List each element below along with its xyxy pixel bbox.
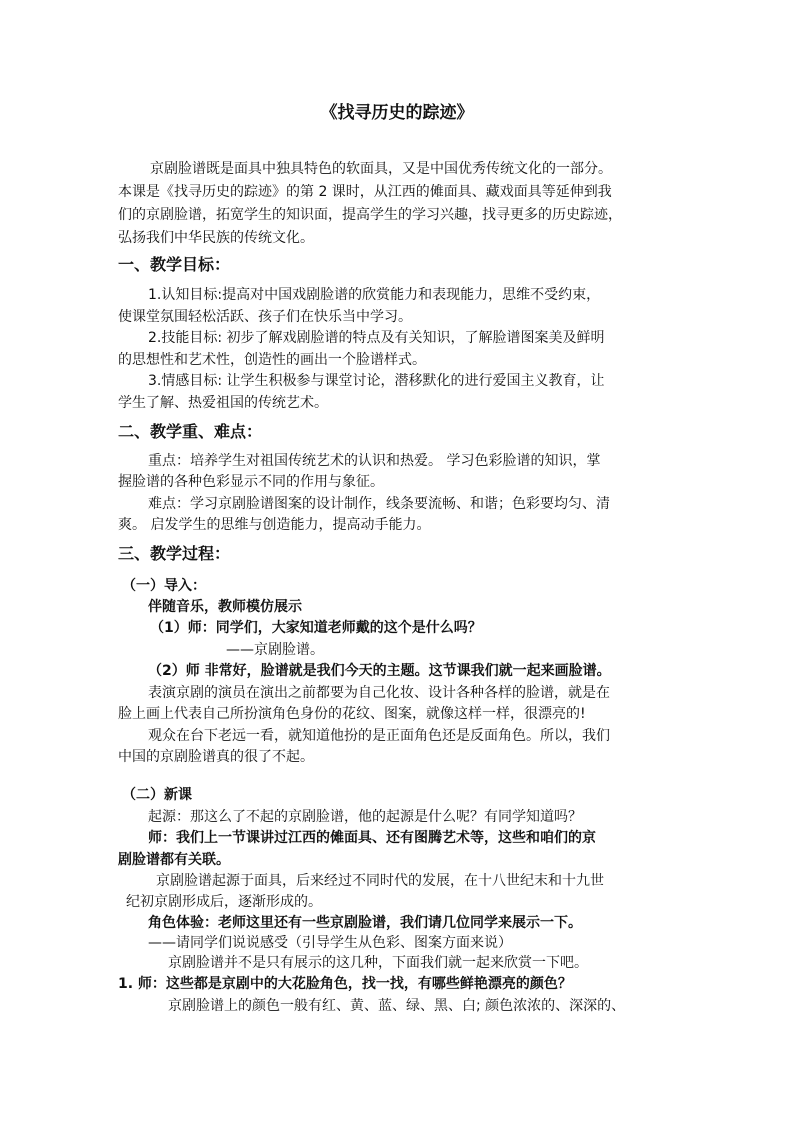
goal-line: 1.认知目标:提高对中国戏剧脸谱的欣赏能力和表现能力，思维不受约束， <box>148 287 601 303</box>
process-line: 京剧脸谱并不是只有展示的这几种，下面我们就一起来欣赏一下吧。 <box>168 955 588 971</box>
process-line: 观众在台下老远一看，就知道他扮的是正面角色还是反面角色。所以，我们 <box>148 728 610 744</box>
intro-line: 们的京剧脸谱，拓宽学生的知识面，提高学生的学习兴趣，找寻更多的历史踪迹， <box>118 207 622 223</box>
goal-line: 3.情感目标: 让学生积极参与课堂讨论，潜移默化的进行爱国主义教育，让 <box>148 373 605 389</box>
process-line: 京剧脸谱上的颜色一般有红、黄、蓝、绿、黑、白; 颜色浓浓的、深深的、 <box>168 998 626 1014</box>
key-point-line: 爽。 启发学生的思维与创造能力，提高动手能力。 <box>118 517 431 533</box>
key-point-line: 重点：培养学生对祖国传统艺术的认识和热爱。 学习色彩脸谱的知识，掌 <box>148 453 601 469</box>
intro-line: 弘扬我们中华民族的传统文化。 <box>118 230 314 246</box>
process-line: 中国的京剧脸谱真的很了不起。 <box>118 749 314 765</box>
intro-line: 本课是《找寻历史的踪迹》的第 2 课时，从江西的傩面具、藏戏面具等延伸到我 <box>118 184 612 200</box>
process-line: 表演京剧的演员在演出之前都要为自己化妆、设计各种各样的脸谱，就是在 <box>148 685 610 701</box>
process-line: （1）师：同学们，大家知道老师戴的这个是什么吗？ <box>150 620 482 636</box>
process-line: 师：我们上一节课讲过江西的傩面具、还有图腾艺术等，这些和咱们的京 <box>148 830 596 846</box>
process-line: 剧脸谱都有关联。 <box>118 852 230 868</box>
subsection-label-intro: （一）导入： <box>122 578 206 594</box>
intro-line: 京剧脸谱既是面具中独具特色的软面具，又是中国优秀传统文化的一部分。 <box>150 161 612 177</box>
section-heading-goals: 一、教学目标： <box>118 255 231 274</box>
process-line: （2）师 非常好，脸谱就是我们今天的主题。这节课我们就一起来画脸谱。 <box>148 663 611 679</box>
process-line: 伴随音乐，教师模仿展示 <box>148 599 302 615</box>
goal-line: 学生了解、热爱祖国的传统艺术。 <box>118 395 328 411</box>
goal-line: 2.技能目标: 初步了解戏剧脸谱的特点及有关知识，了解脸谱图案美及鲜明 <box>148 330 605 346</box>
process-line: 纪初京剧形成后，逐渐形成的。 <box>126 894 322 910</box>
process-line: 京剧脸谱起源于面具，后来经过不同时代的发展，在十八世纪末和十九世 <box>156 873 604 889</box>
process-line: ——请同学们说说感受（引导学生从色彩、图案方面来说） <box>148 935 512 951</box>
process-line: 起源：那这么了不起的京剧脸谱，他的起源是什么呢？有同学知道吗？ <box>148 809 582 825</box>
key-point-line: 难点：学习京剧脸谱图案的设计制作，线条要流畅、和谐；色彩要均匀、清 <box>148 496 610 512</box>
section-heading-key-points: 二、教学重、难点： <box>118 422 263 441</box>
key-point-line: 握脸谱的各种色彩显示不同的作用与象征。 <box>118 474 384 490</box>
process-line: 1. 师：这些都是京剧中的大花脸角色，找一找，有哪些鲜艳漂亮的颜色？ <box>118 976 572 992</box>
subsection-label-new-lesson: （二）新课 <box>122 787 192 803</box>
section-heading-process: 三、教学过程： <box>118 544 231 563</box>
goal-line: 的思想性和艺术性，创造性的画出一个脸谱样式。 <box>118 352 426 368</box>
process-line: ——京剧脸谱。 <box>226 642 324 658</box>
goal-line: 使课堂氛围轻松活跃、孩子们在快乐当中学习。 <box>118 309 412 325</box>
document-title: 《找寻历史的踪迹》 <box>320 103 474 123</box>
process-line: 脸上画上代表自己所扮演角色身份的花纹、图案，就像这样一样，很漂亮的! <box>118 706 586 722</box>
process-line: 角色体验：老师这里还有一些京剧脸谱，我们请几位同学来展示一下。 <box>148 915 582 931</box>
